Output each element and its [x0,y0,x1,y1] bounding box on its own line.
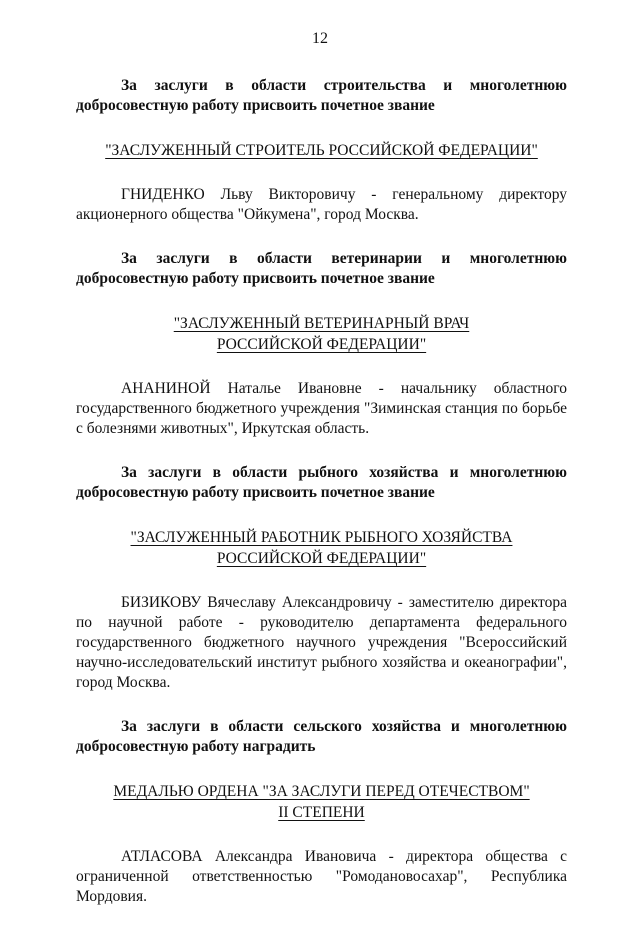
award-title-fishery [76,527,567,569]
award-title-line: "ЗАСЛУЖЕННЫЙ СТРОИТЕЛЬ РОССИЙСКОЙ ФЕДЕРАЦИИ" [105,142,538,159]
award-lead-agriculture: За заслуги в области сельского хозяйства и многолетнюю добросовестную работу наградить [76,718,567,755]
award-lead-fishery: За заслуги в области рыбного хозяйства и многолетнюю добросовестную работу присвоить почетное звание [76,464,567,501]
award-lead-construction: За заслуги в области строительства и многолетнюю добросовестную работу присвоить почетное звание [76,77,567,114]
recipient-veterinary: АНАНИНОЙ Наталье Ивановне - начальнику областного государственного бюджетного учреждения "Зиминская станция по борьбе с болезнями животных", Иркутская область. [76,380,567,437]
recipient-agriculture: АТЛАСОВА Александра Ивановича - директора общества с ограниченной ответственностью "Ромодановосахар", Республика Мордовия. [76,848,567,905]
award-title-line: II СТЕПЕНИ [278,804,365,821]
award-title-construction [76,140,567,161]
page-number: 12 [312,30,328,47]
recipient-construction: ГНИДЕНКО Льву Викторовичу - генеральному директору акционерного общества "Ойкумена", город Москва. [76,186,567,223]
award-title-line: РОССИЙСКОЙ ФЕДЕРАЦИИ" [216,336,427,353]
recipient-fishery: БИЗИКОВУ Вячеславу Александровичу - заместителю директора по научной работе - руководителю департамента федерального государственного бюджетного научного учреждения "Всероссийский научно-исследовательский институт рыбного хозяйства и океанографии", город Москва. [76,594,567,691]
award-title-veterinary [76,313,567,355]
award-title-line: "ЗАСЛУЖЕННЫЙ ВЕТЕРИНАРНЫЙ ВРАЧ [173,315,470,332]
award-lead-veterinary: За заслуги в области ветеринарии и многолетнюю добросовестную работу присвоить почетное звание [76,250,567,287]
award-title-line: "ЗАСЛУЖЕННЫЙ РАБОТНИК РЫБНОГО ХОЗЯЙСТВА [130,529,513,546]
award-title-medal [76,781,567,823]
document-body [76,74,567,931]
award-title-line: РОССИЙСКОЙ ФЕДЕРАЦИИ" [216,550,427,567]
award-title-line: МЕДАЛЬЮ ОРДЕНА "ЗА ЗАСЛУГИ ПЕРЕД ОТЕЧЕСТВОМ" [113,783,530,800]
